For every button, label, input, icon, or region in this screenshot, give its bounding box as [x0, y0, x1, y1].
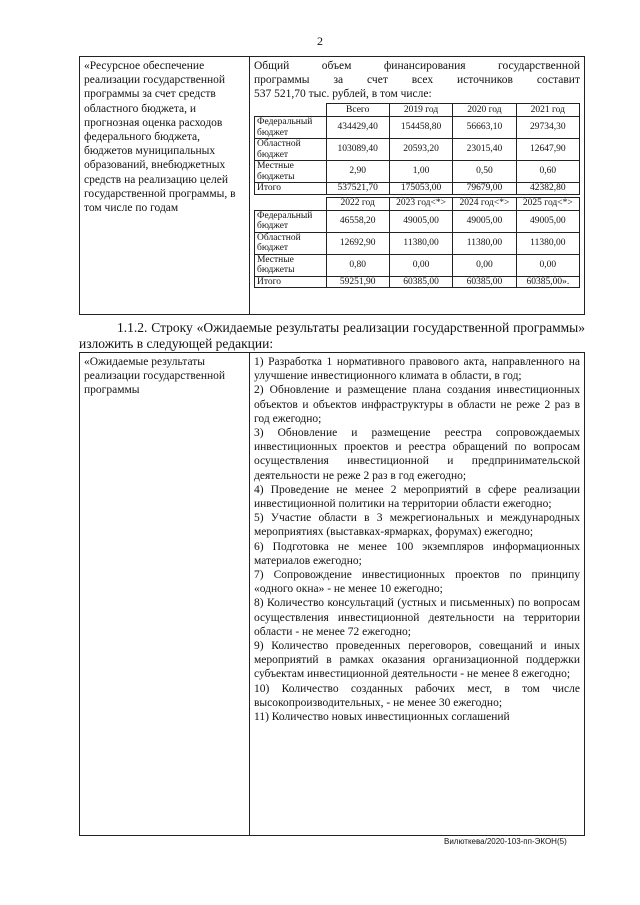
results-list	[250, 353, 585, 836]
value-cell: 12692,90	[326, 232, 389, 254]
page-number: 2	[317, 34, 323, 48]
funding-intro-line: Общий объем финансирования государственной	[254, 60, 580, 72]
funding-row	[255, 161, 580, 183]
row-label: Итого	[255, 276, 327, 288]
funding-total-row	[255, 183, 580, 195]
value-cell: 60385,00».	[516, 276, 579, 288]
header-cell: 2025 год<*>	[516, 197, 579, 210]
funding-row	[255, 232, 580, 254]
value-cell: 56663,10	[453, 117, 516, 139]
resources-table	[79, 56, 585, 315]
results-row	[80, 353, 585, 836]
value-cell: 0,00	[516, 254, 579, 276]
resources-content	[250, 57, 585, 315]
result-item: 8) Количество консультаций (устных и письменных) по вопросам осуществления инвестиционной деятельности на территории области - не менее 72 ежегодно;	[254, 597, 580, 638]
results-label: «Ожидаемые результаты реализации государственной программы	[80, 353, 250, 836]
funding-table-2022-2025	[254, 197, 580, 289]
row-label: Местные бюджеты	[255, 161, 327, 183]
header-cell: 2020 год	[453, 104, 516, 117]
funding-header-row	[255, 104, 580, 117]
funding-table-2019-2021	[254, 103, 580, 195]
row-label: Федеральный бюджет	[255, 117, 327, 139]
value-cell: 79679,00	[453, 183, 516, 195]
value-cell: 20593,20	[389, 139, 452, 161]
result-item: 4) Проведение не менее 2 мероприятий в сфере реализации инвестиционной политики на территории области ежегодно;	[254, 483, 580, 511]
header-cell: Всего	[326, 104, 389, 117]
footer-ref: Вилюткева/2020-103-пп-ЭКОН(5)	[444, 837, 567, 846]
header-cell	[255, 104, 327, 117]
value-cell: 49005,00	[453, 210, 516, 232]
funding-total-row	[255, 276, 580, 288]
result-item: 7) Сопровождение инвестиционных проектов по принципу «одного окна» - не менее 10 ежегодно;	[254, 569, 580, 596]
row-label: Итого	[255, 183, 327, 195]
row-label: Областной бюджет	[255, 232, 327, 254]
result-item: 11) Количество новых инвестиционных соглашений	[254, 711, 510, 724]
value-cell: 434429,40	[326, 117, 389, 139]
value-cell: 154458,80	[389, 117, 452, 139]
header-cell: 2021 год	[516, 104, 579, 117]
result-item: 6) Подготовка не менее 100 экземпляров информационных материалов ежегодно;	[254, 540, 580, 567]
row-label: Федеральный бюджет	[255, 210, 327, 232]
result-item: 10) Количество созданных рабочих мест, в том числе высокопроизводительных, - не менее 30 ежегодно;	[254, 682, 580, 709]
value-cell: 2,90	[326, 161, 389, 183]
value-cell: 29734,30	[516, 117, 579, 139]
funding-header-row	[255, 197, 580, 210]
header-cell: 2023 год<*>	[389, 197, 452, 210]
value-cell: 0,60	[516, 161, 579, 183]
value-cell: 0,00	[453, 254, 516, 276]
funding-intro-line: программы за счет всех источников составит	[254, 74, 580, 86]
funding-row	[255, 210, 580, 232]
header-cell	[255, 197, 327, 210]
value-cell: 49005,00	[389, 210, 452, 232]
value-cell: 537521,70	[326, 183, 389, 195]
resources-label: «Ресурсное обеспечение реализации государственной программы за счет средств областного бюджета, и прогнозная оценка расходов федерального бюджета, бюджетов муниципальных образований, внебюджетных средств на реализацию целей государственной программы, в том числе по годам	[80, 57, 250, 315]
result-item: 5) Участие области в 3 межрегиональных и международных мероприятиях (выставках-ярмарках, форумах) ежегодно;	[254, 512, 580, 539]
funding-intro	[254, 59, 580, 101]
value-cell: 12647,90	[516, 139, 579, 161]
value-cell: 60385,00	[389, 276, 452, 288]
value-cell: 175053,00	[389, 183, 452, 195]
result-item: 2) Обновление и размещение плана создания инвестиционных объектов и объектов инфраструктуры в области не реже 2 раз в год ежегодно;	[254, 384, 580, 425]
header-cell: 2024 год<*>	[453, 197, 516, 210]
resources-row	[80, 57, 585, 315]
funding-row	[255, 117, 580, 139]
value-cell: 1,00	[389, 161, 452, 183]
value-cell: 11380,00	[453, 232, 516, 254]
value-cell: 60385,00	[453, 276, 516, 288]
header-cell: 2019 год	[389, 104, 452, 117]
value-cell: 0,50	[453, 161, 516, 183]
result-item: 9) Количество проведенных переговоров, совещаний и иных мероприятий в рамках оказания организационной поддержки субъектам инвестиционной деятельности - не менее 8 ежегодно;	[254, 640, 580, 681]
result-item: 1) Разработка 1 нормативного правового акта, направленного на улучшение инвестиционного климата в области, в год;	[254, 356, 580, 383]
result-item: 3) Обновление и размещение реестра сопровождаемых инвестиционных проектов и реестра обращений по вопросам осуществления инвестиционной и предпринимательской деятельности не реже 2 раз в год ежегодно;	[254, 427, 580, 482]
header-cell: 2022 год	[326, 197, 389, 210]
results-table	[79, 352, 585, 836]
value-cell: 59251,90	[326, 276, 389, 288]
value-cell: 42382,80	[516, 183, 579, 195]
value-cell: 11380,00	[389, 232, 452, 254]
row-label: Областной бюджет	[255, 139, 327, 161]
funding-intro-line: 537 521,70 тыс. рублей, в том числе:	[254, 88, 432, 100]
value-cell: 23015,40	[453, 139, 516, 161]
value-cell: 46558,20	[326, 210, 389, 232]
value-cell: 0,00	[389, 254, 452, 276]
value-cell: 103089,40	[326, 139, 389, 161]
amendment-paragraph: 1.1.2. Строку «Ожидаемые результаты реализации государственной программы» изложить в следующей редакции:	[79, 320, 585, 351]
funding-row	[255, 254, 580, 276]
row-label: Местные бюджеты	[255, 254, 327, 276]
funding-row	[255, 139, 580, 161]
value-cell: 49005,00	[516, 210, 579, 232]
value-cell: 0,80	[326, 254, 389, 276]
value-cell: 11380,00	[516, 232, 579, 254]
